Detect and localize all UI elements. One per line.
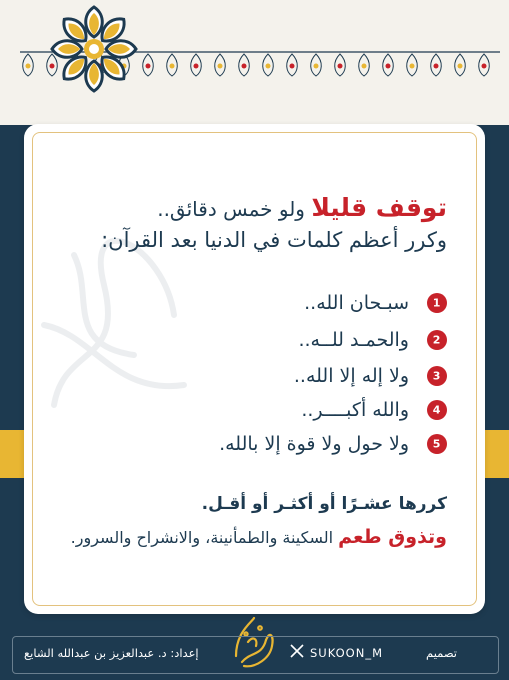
dhikr-item: [301, 396, 447, 424]
item-text: والحمـد للــه..: [298, 329, 409, 351]
headline-rest: ولو خمس دقائق..: [157, 197, 312, 221]
dhikr-item: [219, 430, 447, 458]
item-number: 4: [433, 403, 441, 417]
item-number-badge: [423, 326, 451, 354]
footer: [0, 636, 509, 680]
item-number: 3: [433, 369, 441, 383]
taste-line: [71, 526, 447, 548]
item-number-badge: [423, 289, 451, 317]
taste-rest: السكينة والطمأنينة، والانشراح والسرور.: [70, 528, 339, 547]
dhikr-item: [298, 326, 447, 354]
item-text: ولا حول ولا قوة إلا بالله.: [219, 433, 409, 455]
item-number-badge: [423, 362, 451, 390]
item-number: 2: [433, 333, 441, 347]
item-number-badge: [423, 430, 451, 458]
dhikr-item: [304, 289, 447, 317]
headline-accent: توقف قليلا: [311, 193, 447, 222]
social-handle[interactable]: SUKOON_M: [310, 646, 384, 660]
item-number: 1: [433, 296, 441, 310]
item-text: سبـحان الله..: [304, 292, 409, 314]
design-label: تصميم: [426, 646, 457, 660]
item-text: ولا إله إلا الله..: [293, 365, 409, 387]
dhikr-item: [294, 362, 447, 390]
x-logo-icon: [290, 644, 304, 658]
repeat-instruction: كررها عشـرًا أو أكثـر أو أقـل.: [201, 494, 447, 514]
item-text: والله أكبــــر..: [301, 399, 409, 421]
rosette-ornament-icon: [50, 5, 138, 93]
item-number: 5: [433, 437, 441, 451]
calligraphy-watermark: [34, 225, 194, 425]
credit-text: إعداد: د. عبدالعزيز بن عبدالله الشايع: [24, 646, 199, 660]
subheadline: وكرر أعظم كلمات في الدنيا بعد القرآن:: [101, 228, 447, 252]
item-number-badge: [423, 396, 451, 424]
headline: [157, 193, 447, 222]
taste-accent: وتذوق طعم: [338, 526, 447, 548]
